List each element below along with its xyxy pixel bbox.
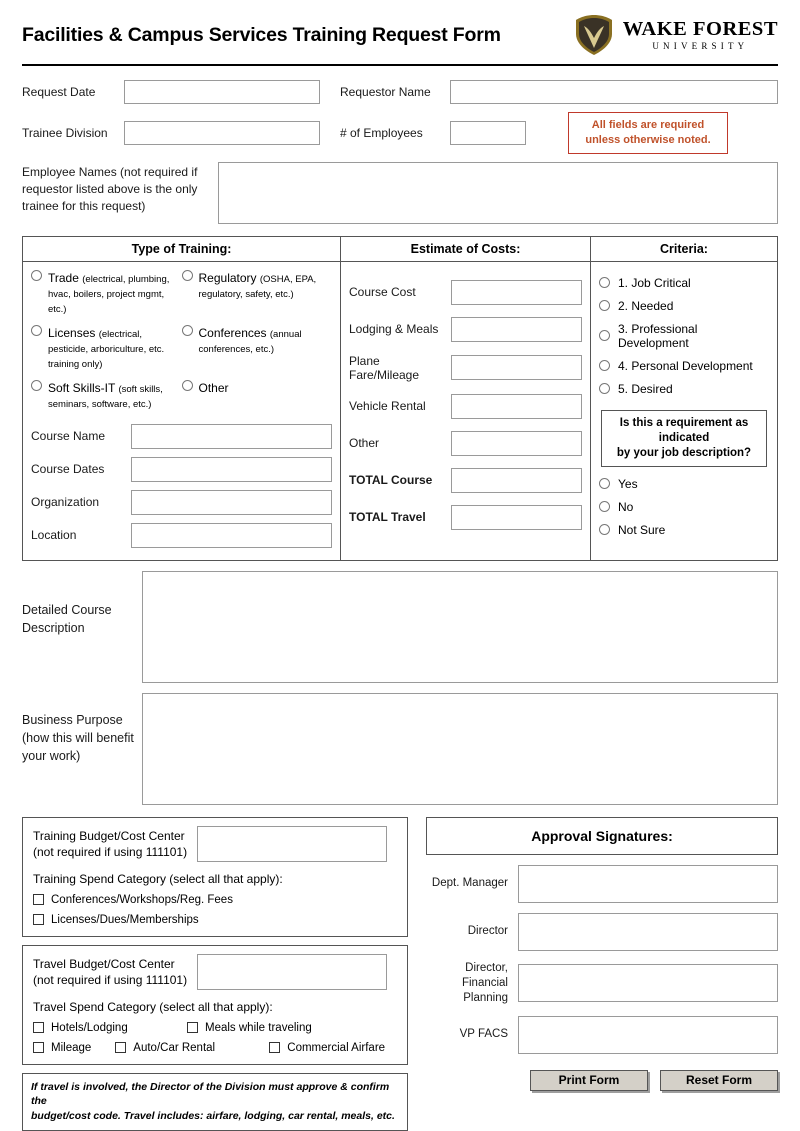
travel-spend-title: Travel Spend Category (select all that apply): <box>33 999 273 1014</box>
travel-spend-option[interactable] <box>187 1022 337 1034</box>
approval-row-director-financial-planning <box>426 961 778 1006</box>
required-note-line-1: All fields are required <box>591 119 705 131</box>
required-fields-note <box>568 112 728 154</box>
training-spend-option[interactable] <box>33 894 233 906</box>
criteria-label: 3. Professional Development <box>618 321 698 350</box>
requirement-label: Not Sure <box>618 522 666 537</box>
checkbox-icon[interactable] <box>115 1042 126 1053</box>
radio-icon[interactable] <box>31 270 42 281</box>
course-dates-label: Course Dates <box>31 462 105 477</box>
wake-forest-wordmark <box>623 19 778 51</box>
travel-approval-warning <box>22 1073 408 1131</box>
request-row-2 <box>22 112 778 154</box>
option-label: Trade <box>48 270 79 285</box>
total-course-row <box>349 468 582 493</box>
approval-input[interactable] <box>518 964 778 1002</box>
cost-label: Plane Fare/Mileage <box>349 353 420 382</box>
total-travel-row <box>349 505 582 530</box>
wake-forest-logo <box>574 14 778 56</box>
radio-icon[interactable] <box>599 277 610 288</box>
location-input[interactable] <box>131 523 332 548</box>
requestor-name-label: Requestor Name <box>340 85 431 99</box>
total-course-input[interactable] <box>451 468 582 493</box>
criteria-option[interactable] <box>599 276 769 290</box>
required-note-line-2: unless otherwise noted. <box>585 133 711 146</box>
detailed-course-description-label: Detailed Course Description <box>22 602 112 635</box>
criteria-label: 2. Needed <box>618 298 674 313</box>
training-type-option[interactable] <box>182 380 333 411</box>
option-sublabel: (electrical, plumbing, hvac, boilers, project mgmt, etc.) <box>48 273 170 315</box>
training-type-option[interactable] <box>31 270 182 316</box>
request-date-label: Request Date <box>22 85 96 99</box>
approval-label: Dept. Manager <box>431 877 508 890</box>
radio-icon[interactable] <box>182 325 193 336</box>
option-sublabel: (soft skills, seminars, software, etc.) <box>48 383 163 410</box>
requirement-label: Yes <box>618 476 638 491</box>
option-label: Mileage <box>51 1041 92 1054</box>
criteria-option[interactable] <box>599 382 769 396</box>
wake-forest-crest-icon <box>574 14 614 56</box>
course-name-row <box>31 424 332 449</box>
approval-label: Director, Financial Planning <box>461 961 508 1004</box>
option-label: Licenses <box>48 325 96 340</box>
criteria-heading: Criteria: <box>591 237 777 262</box>
employee-names-row <box>22 162 778 224</box>
request-row-1 <box>22 80 778 104</box>
travel-spend-option[interactable] <box>33 1042 91 1054</box>
cost-input[interactable] <box>451 280 582 305</box>
criteria-body <box>591 262 777 556</box>
course-dates-row <box>31 457 332 482</box>
travel-spend-options <box>33 1022 397 1054</box>
option-label: Soft Skills-IT <box>48 380 116 395</box>
travel-budget-label-line-2: (not required if using 111101) <box>33 972 188 987</box>
radio-icon[interactable] <box>182 270 193 281</box>
training-budget-input[interactable] <box>197 826 387 862</box>
form-header <box>22 14 778 66</box>
travel-spend-option[interactable] <box>115 1042 245 1054</box>
radio-icon[interactable] <box>599 524 610 535</box>
requirement-option-no[interactable] <box>599 500 769 514</box>
radio-icon[interactable] <box>31 325 42 336</box>
cost-row <box>349 394 582 419</box>
approval-label: VP FACS <box>459 1028 508 1041</box>
travel-budget-panel <box>22 945 408 1065</box>
reset-form-button[interactable]: Reset Form <box>660 1070 778 1091</box>
travel-spend-option[interactable] <box>33 1022 163 1034</box>
organization-row <box>31 490 332 515</box>
form-actions <box>426 1070 778 1091</box>
option-label: Other <box>198 380 229 395</box>
business-purpose-input[interactable] <box>142 693 778 805</box>
job-requirement-line-2: by your job description? <box>616 446 752 459</box>
travel-budget-input[interactable] <box>197 954 387 990</box>
cost-input[interactable] <box>451 317 582 342</box>
checkbox-icon[interactable] <box>269 1042 280 1053</box>
course-name-input[interactable] <box>131 424 332 449</box>
criteria-label: 4. Personal Development <box>618 358 753 373</box>
job-requirement-question <box>601 410 767 467</box>
organization-label: Organization <box>31 495 100 510</box>
cost-row <box>349 354 582 382</box>
employee-names-label: Employee Names (not required if requestor listed above is the only trainee for this request) <box>22 164 198 214</box>
course-dates-input[interactable] <box>131 457 332 482</box>
trainee-division-label: Trainee Division <box>22 125 108 140</box>
approval-input[interactable] <box>518 913 778 951</box>
option-label: Conferences <box>198 325 267 340</box>
criteria-option[interactable] <box>599 299 769 313</box>
course-name-label: Course Name <box>31 429 106 444</box>
approval-label: Director <box>467 925 508 938</box>
cost-row <box>349 431 582 456</box>
training-details-table <box>22 236 778 561</box>
training-type-option[interactable] <box>31 325 182 371</box>
total-travel-input[interactable] <box>451 505 582 530</box>
cost-row <box>349 280 582 305</box>
training-type-option[interactable] <box>182 325 333 371</box>
cost-label: Lodging & Meals <box>349 322 439 337</box>
option-sublabel: (electrical, pesticide, arboriculture, etc. training only) <box>48 328 165 370</box>
training-spend-title: Training Spend Category (select all that apply): <box>33 871 283 886</box>
travel-budget-label-line-1: Travel Budget/Cost Center <box>33 956 175 971</box>
criteria-option[interactable] <box>599 359 769 373</box>
training-budget-row <box>33 826 397 862</box>
training-budget-label-line-2: (not required if using 111101) <box>33 844 188 859</box>
radio-icon[interactable] <box>599 501 610 512</box>
type-of-training-heading: Type of Training: <box>23 237 340 262</box>
criteria-label: 5. Desired <box>618 381 673 396</box>
trainee-division-input[interactable] <box>124 121 320 145</box>
approvals-section <box>426 817 778 1131</box>
approval-input[interactable] <box>518 865 778 903</box>
business-purpose-label: Business Purpose (how this will benefit your work) <box>22 712 134 763</box>
training-type-option[interactable] <box>182 270 333 316</box>
page-title: Facilities & Campus Services Training Request Form <box>22 23 501 46</box>
requestor-section <box>22 80 778 154</box>
logo-subtitle: UNIVERSITY <box>652 40 749 51</box>
option-sublabel: (annual conferences, etc.) <box>198 328 302 355</box>
employee-names-input[interactable] <box>218 162 778 224</box>
type-of-training-body <box>23 262 340 560</box>
checkbox-icon[interactable] <box>33 1042 44 1053</box>
total-course-label: TOTAL Course <box>349 473 433 488</box>
request-date-input[interactable] <box>124 80 320 104</box>
cost-label: Course Cost <box>349 285 416 300</box>
option-label: Hotels/Lodging <box>51 1021 128 1034</box>
training-type-options <box>31 270 332 420</box>
warning-line-2: budget/cost code. Travel includes: airfare, lodging, car rental, meals, etc. <box>31 1110 395 1123</box>
option-label: Commercial Airfare <box>287 1041 386 1054</box>
print-form-button[interactable]: Print Form <box>530 1070 648 1091</box>
cost-label: Vehicle Rental <box>349 399 426 414</box>
cost-row <box>349 317 582 342</box>
cost-label: Other <box>349 436 380 451</box>
approval-signatures-title: Approval Signatures: <box>426 817 778 855</box>
approval-row-dept-manager <box>426 865 778 903</box>
cost-input[interactable] <box>451 355 582 380</box>
cost-input[interactable] <box>451 394 582 419</box>
radio-icon[interactable] <box>599 360 610 371</box>
radio-icon[interactable] <box>599 383 610 394</box>
option-label: Regulatory <box>198 270 257 285</box>
checkbox-icon[interactable] <box>33 894 44 905</box>
warning-line-1: If travel is involved, the Director of the Division must approve & confirm the <box>31 1080 390 1108</box>
training-spend-options <box>33 894 397 926</box>
bottom-section <box>22 817 778 1131</box>
travel-budget-label <box>33 956 187 988</box>
estimate-of-costs-column <box>341 237 591 560</box>
option-label: Licenses/Dues/Memberships <box>51 913 199 926</box>
detailed-course-description-row <box>22 571 778 683</box>
location-row <box>31 523 332 548</box>
requirement-option-yes[interactable] <box>599 477 769 491</box>
cost-input[interactable] <box>451 431 582 456</box>
training-budget-label-line-1: Training Budget/Cost Center <box>33 828 185 843</box>
type-of-training-column <box>23 237 341 560</box>
criteria-column <box>591 237 777 560</box>
detailed-course-description-input[interactable] <box>142 571 778 683</box>
business-purpose-row <box>22 693 778 805</box>
travel-spend-option[interactable] <box>269 1042 385 1054</box>
training-budget-label <box>33 828 187 860</box>
radio-icon[interactable] <box>182 380 193 391</box>
option-label: Conferences/Workshops/Reg. Fees <box>51 893 233 906</box>
requestor-name-input[interactable] <box>450 80 778 104</box>
organization-input[interactable] <box>131 490 332 515</box>
training-budget-panel <box>22 817 408 937</box>
estimate-of-costs-heading: Estimate of Costs: <box>341 237 590 262</box>
checkbox-icon[interactable] <box>33 914 44 925</box>
radio-icon[interactable] <box>31 380 42 391</box>
travel-budget-row <box>33 954 397 990</box>
training-spend-option[interactable] <box>33 914 199 926</box>
option-label: Auto/Car Rental <box>133 1041 216 1054</box>
logo-name: WAKE FOREST <box>622 18 778 41</box>
requirement-label: No <box>618 499 634 514</box>
option-sublabel: (OSHA, EPA, regulatory, safety, etc.) <box>198 273 317 300</box>
criteria-label: 1. Job Critical <box>618 275 691 290</box>
radio-icon[interactable] <box>599 330 610 341</box>
checkbox-icon[interactable] <box>187 1022 198 1033</box>
location-label: Location <box>31 528 77 543</box>
option-label: Meals while traveling <box>205 1021 312 1034</box>
radio-icon[interactable] <box>599 300 610 311</box>
criteria-option[interactable] <box>599 322 769 350</box>
training-type-option[interactable] <box>31 380 182 411</box>
radio-icon[interactable] <box>599 478 610 489</box>
estimate-of-costs-body <box>341 262 590 548</box>
approval-row-director <box>426 913 778 951</box>
employees-count-input[interactable] <box>450 121 526 145</box>
employees-count-label: # of Employees <box>340 125 423 140</box>
job-requirement-line-1: Is this a requirement as indicated <box>619 416 749 444</box>
checkbox-icon[interactable] <box>33 1022 44 1033</box>
total-travel-label: TOTAL Travel <box>349 510 426 525</box>
budget-section <box>22 817 408 1131</box>
requirement-option-not-sure[interactable] <box>599 523 769 537</box>
